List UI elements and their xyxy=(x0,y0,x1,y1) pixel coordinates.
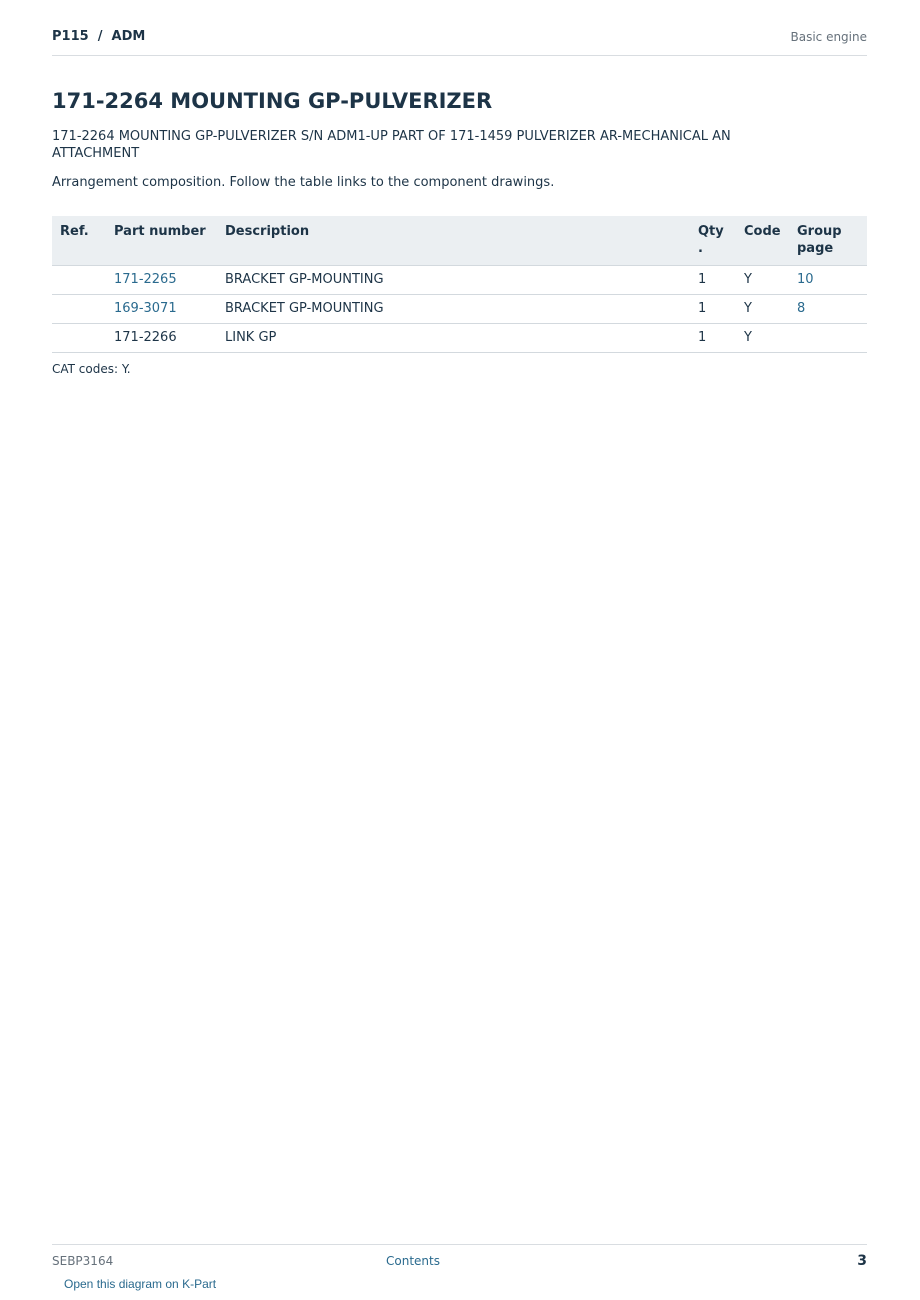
page-title: 171-2264 MOUNTING GP-PULVERIZER xyxy=(52,89,493,113)
row-part-number xyxy=(106,295,217,324)
row-part-number xyxy=(106,266,217,295)
table-header-row xyxy=(52,216,867,266)
section-name: Basic engine xyxy=(790,30,867,44)
row-qty: 1 xyxy=(690,324,736,353)
row-description: BRACKET GP-MOUNTING xyxy=(217,295,690,324)
table-row xyxy=(52,295,867,324)
row-code: Y xyxy=(736,295,789,324)
header-qty: Qty . xyxy=(690,216,736,266)
parts-table xyxy=(52,216,867,353)
row-ref xyxy=(52,295,106,324)
row-group-page xyxy=(789,324,867,353)
page-footer xyxy=(52,1244,867,1291)
header-part-number: Part number xyxy=(106,216,217,266)
row-group-page xyxy=(789,295,867,324)
page-subtitle: 171-2264 MOUNTING GP-PULVERIZER S/N ADM1-UP PART OF 171-1459 PULVERIZER AR-MECHANICAL AN ATTACHMENT xyxy=(52,129,731,161)
row-ref xyxy=(52,266,106,295)
document-id: SEBP3164 xyxy=(52,1254,114,1268)
row-qty: 1 xyxy=(690,295,736,324)
page-header xyxy=(52,28,867,56)
page-number: 3 xyxy=(857,1253,867,1269)
row-ref xyxy=(52,324,106,353)
breadcrumb: P115 / ADM xyxy=(52,29,146,44)
row-code: Y xyxy=(736,266,789,295)
header-code: Code xyxy=(736,216,789,266)
table-row xyxy=(52,324,867,353)
row-description: BRACKET GP-MOUNTING xyxy=(217,266,690,295)
table-row xyxy=(52,266,867,295)
row-code: Y xyxy=(736,324,789,353)
row-group-page xyxy=(789,266,867,295)
row-qty: 1 xyxy=(690,266,736,295)
header-group-page: Group page xyxy=(789,216,867,266)
row-description: LINK GP xyxy=(217,324,690,353)
intro-text: Arrangement composition. Follow the table links to the component drawings. xyxy=(52,175,555,190)
contents-link[interactable]: Contents xyxy=(386,1254,440,1268)
header-description: Description xyxy=(217,216,690,266)
header-ref: Ref. xyxy=(52,216,106,266)
part-number-link[interactable]: 169-3071 xyxy=(114,301,177,316)
row-part-number: 171-2266 xyxy=(106,324,217,353)
cat-codes-note: CAT codes: Y. xyxy=(52,362,131,376)
part-number-link[interactable]: 171-2265 xyxy=(114,272,177,287)
group-page-link[interactable]: 10 xyxy=(797,272,814,287)
group-page-link[interactable]: 8 xyxy=(797,301,806,316)
open-in-kpart-link[interactable]: Open this diagram on K-Part xyxy=(64,1277,217,1291)
